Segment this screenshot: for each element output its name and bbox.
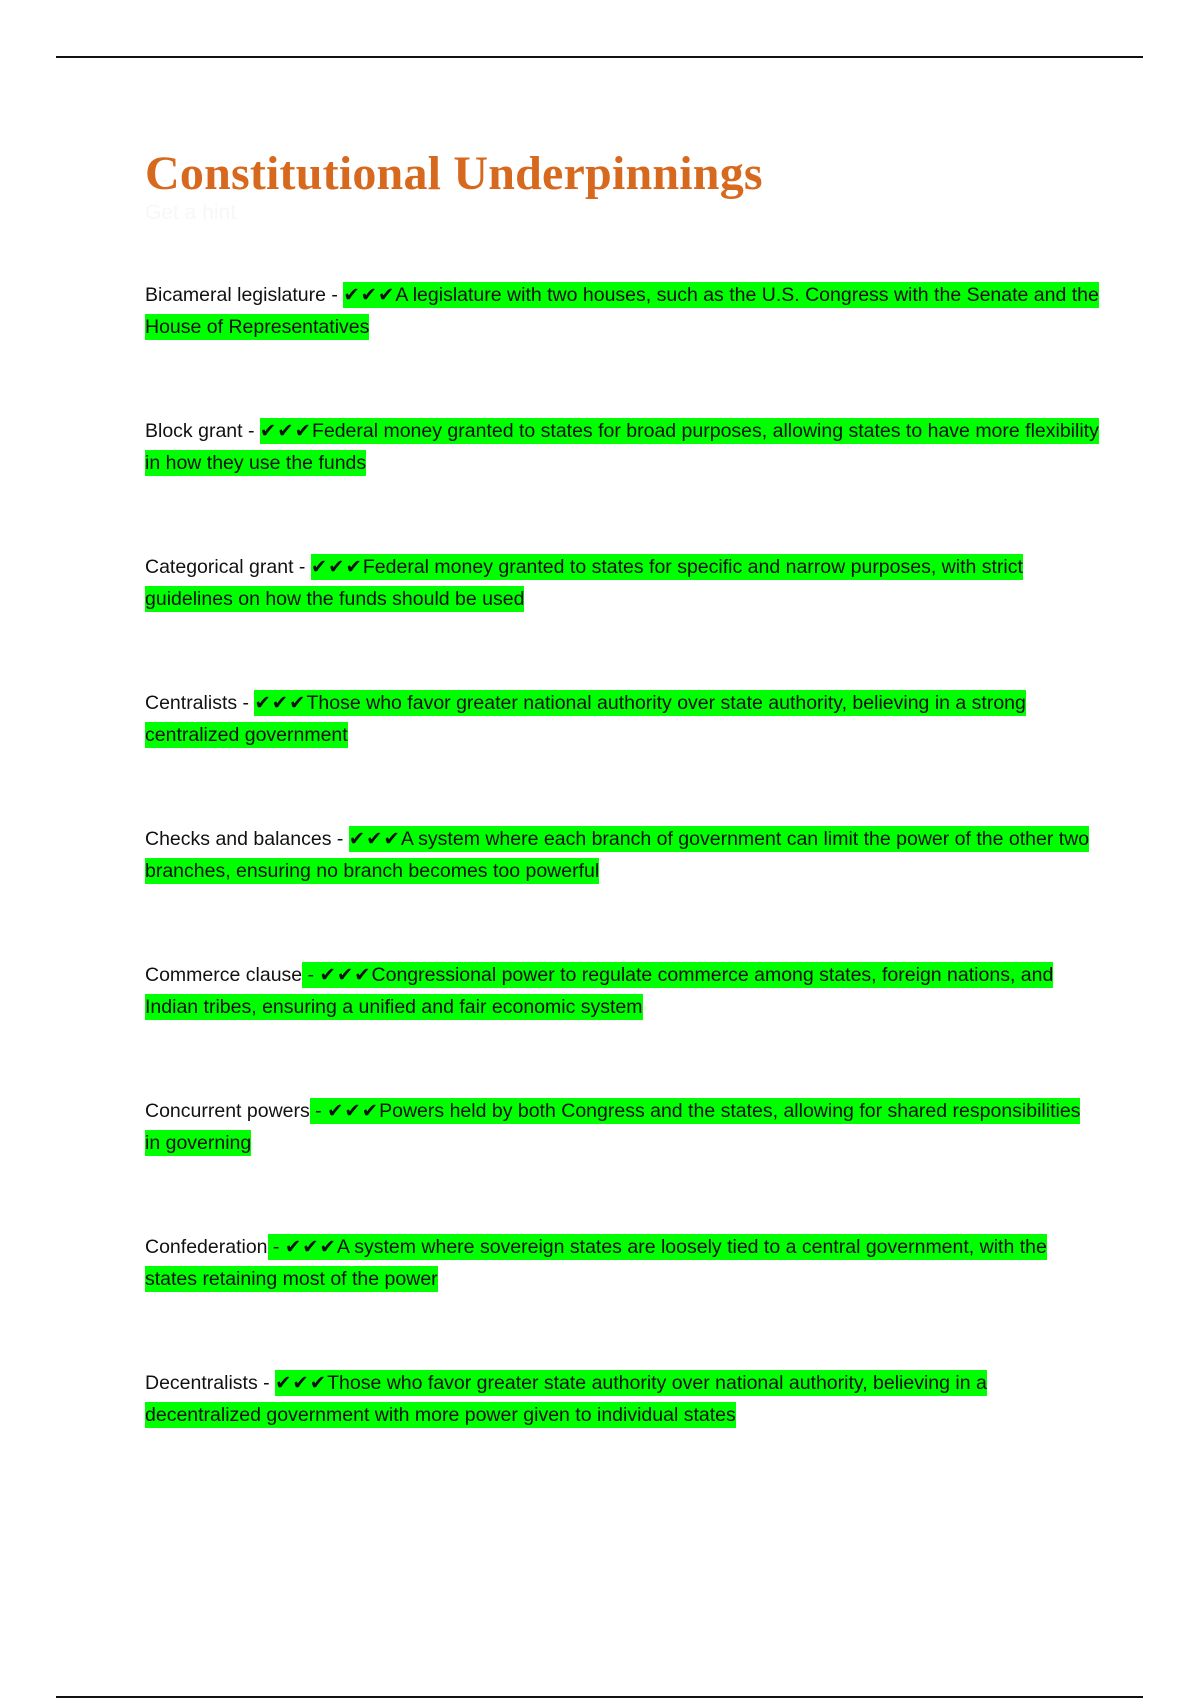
entry-definition: Federal money granted to states for specific and narrow purposes, with strict guidelines on how the funds should be used xyxy=(145,556,1023,610)
checkmarks-icon: ✔✔✔ xyxy=(310,555,363,578)
flashcard-entry xyxy=(145,959,1100,1063)
entry-definition: Powers held by both Congress and the states, allowing for shared responsibilities in governing xyxy=(145,1100,1081,1154)
flashcard-entry xyxy=(145,551,1100,655)
entry-definition: Those who favor greater national authority over state authority, believing in a strong centralized government xyxy=(145,692,1026,746)
checkmarks-icon: ✔✔✔ xyxy=(259,419,312,442)
entry-separator: - xyxy=(257,1372,276,1394)
checkmarks-icon: ✔✔✔ xyxy=(348,827,401,850)
entry-separator: - xyxy=(242,420,260,442)
entry-term: Categorical grant xyxy=(145,556,294,578)
checkmarks-icon: ✔✔✔ xyxy=(284,1235,337,1258)
faint-subtitle: Get a hint xyxy=(145,201,237,224)
entry-separator: - xyxy=(331,828,349,850)
checkmarks-icon: ✔✔✔ xyxy=(319,963,372,986)
entry-term: Confederation xyxy=(145,1236,268,1258)
entry-term: Bicameral legislature xyxy=(145,284,326,306)
top-rule xyxy=(56,56,1143,58)
entry-term: Checks and balances xyxy=(145,828,332,850)
flashcard-list xyxy=(145,279,1100,1471)
flashcard-entry xyxy=(145,279,1100,383)
flashcard-entry xyxy=(145,1367,1100,1471)
flashcard-entry xyxy=(145,1095,1100,1199)
entry-separator: - xyxy=(309,1100,328,1122)
flashcard-entry xyxy=(145,415,1100,519)
checkmarks-icon: ✔✔✔ xyxy=(275,1371,328,1394)
entry-definition: A legislature with two houses, such as the U.S. Congress with the Senate and the House of Representatives xyxy=(145,284,1099,338)
entry-definition: Congressional power to regulate commerce among states, foreign nations, and Indian tribes, ensuring a unified and fair economic system xyxy=(145,964,1054,1018)
bottom-rule xyxy=(56,1696,1143,1698)
entry-term: Commerce clause xyxy=(145,964,303,986)
flashcard-entry xyxy=(145,823,1100,927)
entry-definition: A system where each branch of government can limit the power of the other two branches, ensuring no branch becomes too powerful xyxy=(145,828,1090,882)
entry-definition: Federal money granted to states for broad purposes, allowing states to have more flexibility in how they use the funds xyxy=(145,420,1099,474)
entry-answer-highlight xyxy=(145,690,1026,748)
checkmarks-icon: ✔✔✔ xyxy=(327,1099,380,1122)
page-title: Constitutional Underpinnings xyxy=(145,147,763,200)
checkmarks-icon: ✔✔✔ xyxy=(343,283,396,306)
checkmarks-icon: ✔✔✔ xyxy=(254,691,307,714)
entry-term: Decentralists xyxy=(145,1372,258,1394)
entry-definition: A system where sovereign states are loosely tied to a central government, with the states retaining most of the power xyxy=(145,1236,1047,1290)
entry-term: Concurrent powers xyxy=(145,1100,310,1122)
entry-separator: - xyxy=(326,284,344,306)
entry-term: Centralists xyxy=(145,692,238,714)
flashcard-entry xyxy=(145,687,1100,791)
entry-separator: - xyxy=(237,692,255,714)
entry-separator: - xyxy=(302,964,320,986)
entry-term: Block grant xyxy=(145,420,243,442)
entry-definition: Those who favor greater state authority over national authority, believing in a decentralized government with more power given to individual states xyxy=(145,1372,987,1426)
entry-separator: - xyxy=(293,556,311,578)
flashcard-entry xyxy=(145,1231,1100,1335)
entry-answer-highlight xyxy=(145,418,1099,476)
entry-separator: - xyxy=(267,1236,285,1258)
